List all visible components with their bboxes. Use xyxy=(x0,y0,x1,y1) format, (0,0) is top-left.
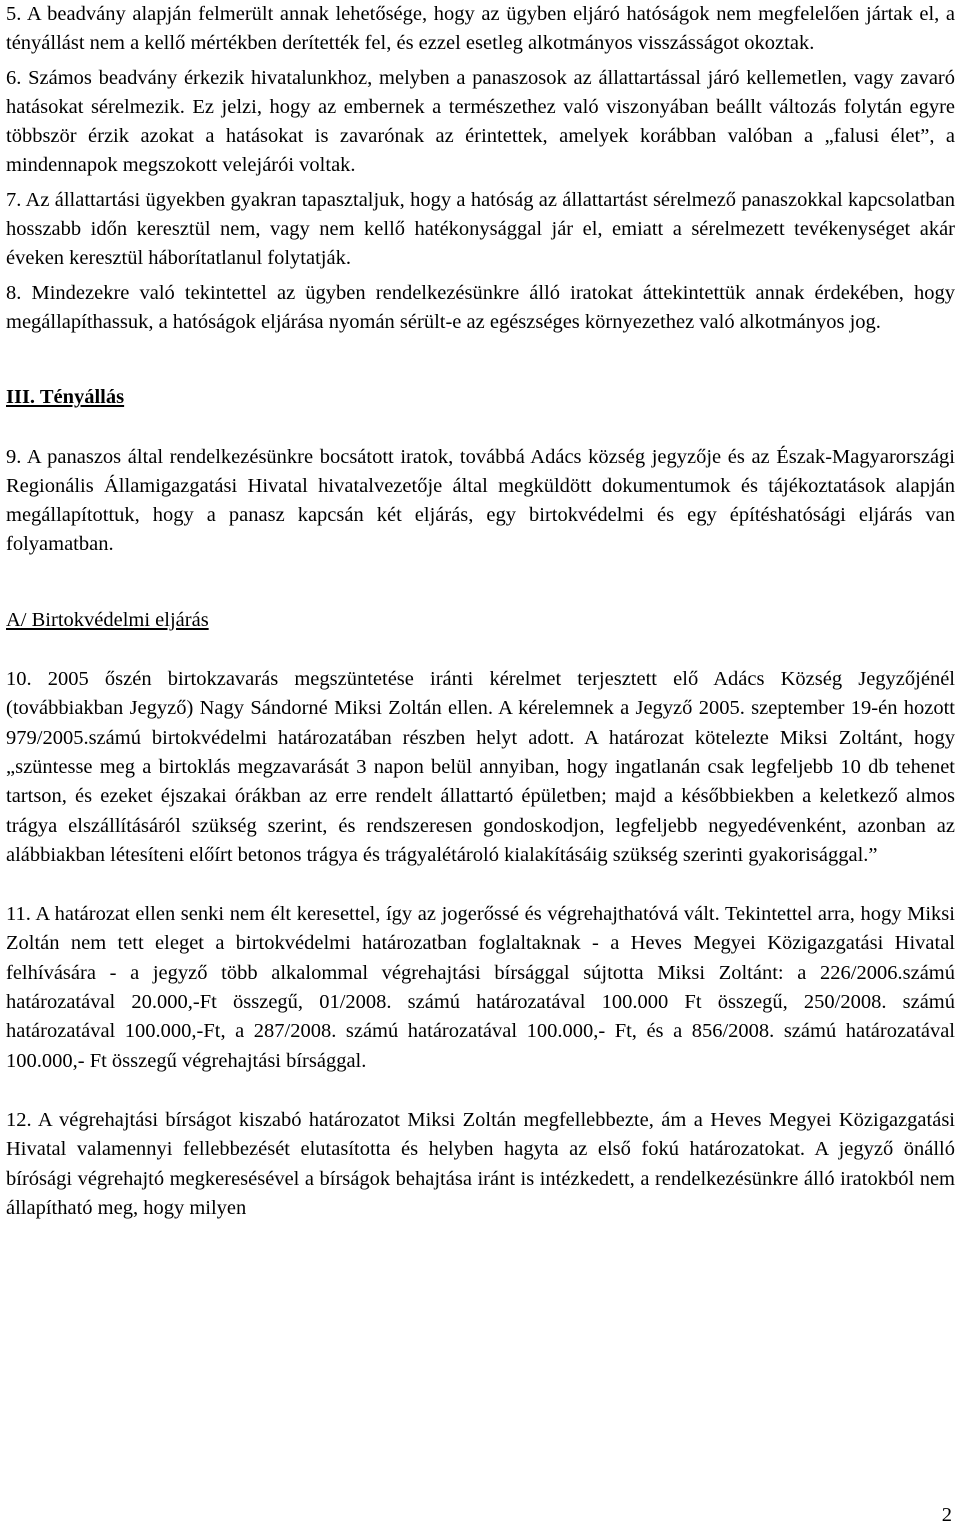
subsection-heading-birtokvedelmi: A/ Birtokvédelmi eljárás xyxy=(6,608,209,631)
spacer xyxy=(6,1076,955,1106)
paragraph-11: 11. A határozat ellen senki nem élt keresettel, így az jogerőssé és végrehajthatóvá vált. Tekintettel arra, hogy Miksi Zoltán nem tett eleget a birtokvédelmi határozatban foglaltaknak - a Heves Megyei Közigazgatási Hivatal felhívására - a jegyző több alkalommal végrehajtási bírsággal sújtotta Miksi Zoltánt: a 226/2006.számú határozatával 20.000,-Ft összegű, 01/2008. számú határozatával 100.000 Ft összegű, 250/2008. számú határozatával 100.000,-Ft, a 287/2008. számú határozatával 100.000,- Ft, és a 856/2008. számú határozatával 100.000,- Ft összegű végrehajtási bírsággal. xyxy=(6,903,955,1072)
paragraph-6: 6. Számos beadvány érkezik hivatalunkhoz, melyben a panaszosok az állattartással járó kellemetlen, vagy zavaró hatásokat sérelmezik. Ez jelzi, hogy az embernek a természethez való viszonyában beállt változás folytán egyre többször érzik azokat a hatásokat is zavarónak az érintettek, amelyek korábban valóban a „falusi élet”, a mindennapok megszokott velejárói voltak. xyxy=(6,66,955,177)
page-number: 2 xyxy=(941,1504,952,1526)
paragraph-12: 12. A végrehajtási bírságot kiszabó határozatot Miksi Zoltán megfellebbezte, ám a Heves Megyei Közigazgatási Hivatal valamennyi fellebbezését elutasította és helyben hagyta az első fokú határozatokat. A jegyző önálló bírósági végrehajtó megkeresésével a bírságok behajtása iránt is intézkedett, a rendelkezésünkre álló iratokból nem állapítható meg, hogy milyen xyxy=(6,1108,955,1219)
paragraph-7: 7. Az állattartási ügyekben gyakran tapasztaljuk, hogy a hatóság az állattartást sérelmező panaszokkal kapcsolatban hosszabb időn keresztül nem, vagy nem kellő hatékonysággal jár el, emiatt a sérelmezett tevékenységet akár éveken keresztül háborítatlanul folytatják. xyxy=(6,188,955,270)
spacer xyxy=(6,337,955,383)
paragraph-9: 9. A panaszos által rendelkezésünkre bocsátott iratok, továbbá Adács község jegyzője és az Észak-Magyarországi Regionális Államigazgatási Hivatal hivatalvezetője által megküldött dokumentumok és tájékoztatások alapján megállapítottuk, hogy a panasz kapcsán két eljárás, egy birtokvédelmi és egy építéshatósági eljárás van folyamatban. xyxy=(6,445,955,556)
spacer xyxy=(6,870,955,900)
paragraph-8: 8. Mindezekre való tekintettel az ügyben rendelkezésünkre álló iratokat áttekintettük annak érdekében, hogy megállapíthassuk, a hatóságok eljárása nyomán sérült-e az egészséges környezethez való alkotmányos jog. xyxy=(6,281,955,333)
spacer xyxy=(6,560,955,606)
section-heading-tenyallas: III. Tényállás xyxy=(6,386,125,409)
spacer xyxy=(6,413,955,443)
paragraph-10: 10. 2005 őszén birtokzavarás megszüntetése iránti kérelmet terjesztett elő Adács Község Jegyzőjénél (továbbiakban Jegyző) Nagy Sándorné Miksi Zoltán ellen. A kérelemnek a Jegyző 2005. szeptember 19-én hozott 979/2005.számú birtokvédelmi határozatában részben helyt adott. A határozat kötelezte Miksi Zoltánt, hogy „szüntesse meg a birtoklás megzavarását 3 napon belül annyiban, hogy ingatlanán csak legfeljebb 10 db tehenet tartson, és ezeket éjszakai órákban az erre rendelt állattartó épületben; majd a későbbiekben a keletkező almos trágya elszállításáról szükség szerint, és rendszeresen gondoskodjon, legfeljebb negyedévenként, azonban az alábbiakban létesíteni előírt betonos trágya és trágyalétároló kialakításáig szükség szerinti gyakorisággal.” xyxy=(6,668,955,866)
spacer xyxy=(6,635,955,665)
document-page xyxy=(6,0,955,1223)
paragraph-5: 5. A beadvány alapján felmerült annak lehetősége, hogy az ügyben eljáró hatóságok nem megfelelően jártak el, a tényállást nem a kellő mértékben derítették fel, és ezzel esetleg alkotmányos visszásságot okoztak. xyxy=(6,3,955,55)
